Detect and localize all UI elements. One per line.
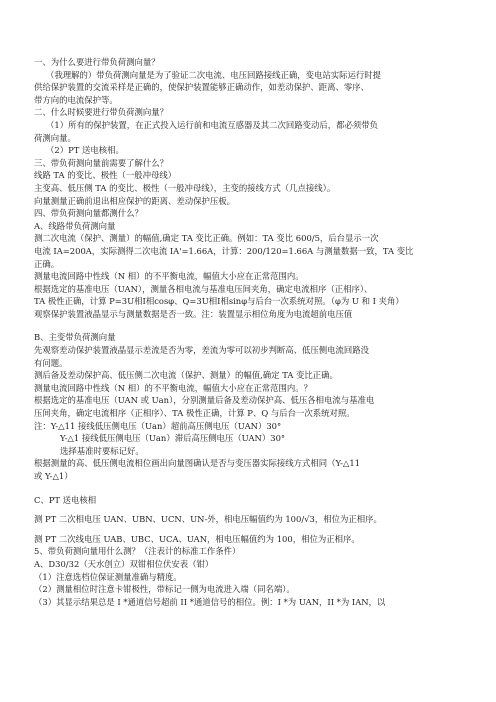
paragraph-line: 正确。: [34, 258, 60, 269]
paragraph-line: 带方向的电流保护等。: [34, 94, 118, 105]
note-line: 选择基准时要标记好。: [60, 445, 144, 456]
paragraph-line: 测后备及差动保护高、低压侧二次电流（保护、测量）的幅值,确定 TA 变比正确。: [34, 370, 338, 381]
paragraph-line: 线路 TA 的变比、极性（一般冲母线）: [34, 170, 177, 181]
paragraph-line: （我理解的）带负荷测向量是为了验证二次电流、电压回路接线正确，变电站实际运行时提: [46, 69, 381, 80]
heading-1: 一、为什么要进行带负荷测向量？: [34, 57, 160, 67]
paragraph-line: 电流 IA=200A，实际测得二次电流 IA'=1.66A，计算：200/120=1.66A 与测量数据一致，TA 变比: [34, 245, 414, 256]
paragraph-line: 有问题。: [34, 357, 68, 368]
paragraph-line: （2）PT 送电核相。: [46, 145, 124, 156]
subheading-b: B、主变带负荷测向量: [34, 332, 116, 343]
paragraph-line: （1）所有的保护装置，在正式投入运行前和电流互感器及其二次回路变动后，都必须带负: [46, 119, 378, 130]
list-item: （2）测量相位时注意卡钳极性，带标记一侧为电流进入端（同名端）。: [34, 584, 295, 595]
paragraph-line: TA 极性正确，计算 P=3U相I相cosφ、Q=3U相I相sinφ与后台一次系统对照。（φ为 U 和 I 夹角）: [34, 296, 404, 307]
heading-3: 三、带负荷测向量前需要了解什么？: [34, 157, 168, 168]
paragraph-line: 测 PT 二次相电压 UAN、UBN、UCN、UN-外，相电压幅值约为 100/√3，相位为正相序。: [34, 514, 382, 525]
paragraph-line: 根据测量的高、低压侧电流相位画出向量图确认是否与变压器实际接线方式相同（Y-△11: [34, 458, 361, 469]
paragraph-line: 或 Y-△1）: [34, 471, 73, 481]
subheading-a: A、D30/32（天水创立）双钳相位伏安表（钳）: [34, 558, 214, 569]
list-item: （1）注意选档位保证测量准确与精度。: [34, 571, 182, 582]
note-line: Y-△1 接线低压侧电压（Uan）滞后高压侧电压（UAN）30°: [60, 433, 286, 444]
heading-2: 二、什么时候要进行带负荷测向量？: [34, 107, 168, 118]
list-item: （3）其显示结果总是 I *通道信号超前 II *通道信号的相位。例：I *为 UAN，II *为 IAN，以: [34, 596, 386, 607]
note-line: 注：Y-△11 接线低压侧电压（Uan）超前高压侧电压（UAN）30°: [34, 420, 282, 431]
paragraph-line: 根据选定的基准电压（UAN 或 Uan），分别测量后备及差动保护高、低压各相电流与基准电: [34, 395, 375, 406]
subheading-c: C、PT 送电核相: [34, 494, 97, 505]
paragraph-line: 观察保护装置液晶显示与测量数据是否一致。注：装置显示相位角度为电流超前电压值: [34, 308, 353, 319]
heading-5: 5、带负荷测向量用什么测？（注表计的标准工作条件）: [34, 546, 241, 557]
paragraph-line: 根据选定的基准电压（UAN），测量各相电流与基准电压间夹角，确定电流相序（正相序）、: [34, 283, 373, 294]
heading-4: 四、带负荷测向量都测什么？: [34, 208, 143, 219]
paragraph-line: 供给保护装置的交流采样是正确的，使保护装置能够正确动作，如差动保护、距离、零序、: [34, 82, 369, 93]
subheading-a: A、线路带负荷测向量: [34, 220, 116, 231]
paragraph-line: 测 PT 二次线电压 UAB、UBC、UCA、UAN，相电压幅值约为 100，相位为正相序。: [34, 533, 360, 544]
paragraph-line: 主变高、低压侧 TA 的变比、极性（一般冲母线），主变的接线方式（几点接线）。: [34, 182, 336, 193]
paragraph-line: 测二次电流（保护、测量）的幅值,确定 TA 变比正确。例如：TA 变比 600/5，后台显示一次: [34, 233, 379, 244]
paragraph-line: 测量电流回路中性线（N 相）的不平衡电流，幅值大小应在正常范围内。？: [34, 382, 312, 393]
paragraph-line: 向量测量正确前退出相应保护的距离、差动保护压板。: [34, 195, 235, 206]
paragraph-line: 测量电流回路中性线（N 相）的不平衡电流，幅值大小应在正常范围内。: [34, 271, 304, 282]
paragraph-line: 荷测向量。: [34, 132, 76, 143]
paragraph-line: 压间夹角，确定电流相序（正相序）、TA 极性正确，计算 P、Q 与后台一次系统对照。: [34, 408, 355, 419]
paragraph-line: 先观察差动保护装置液晶显示差流是否为零，差流为零可以初步判断高、低压侧电流回路没: [34, 345, 369, 356]
